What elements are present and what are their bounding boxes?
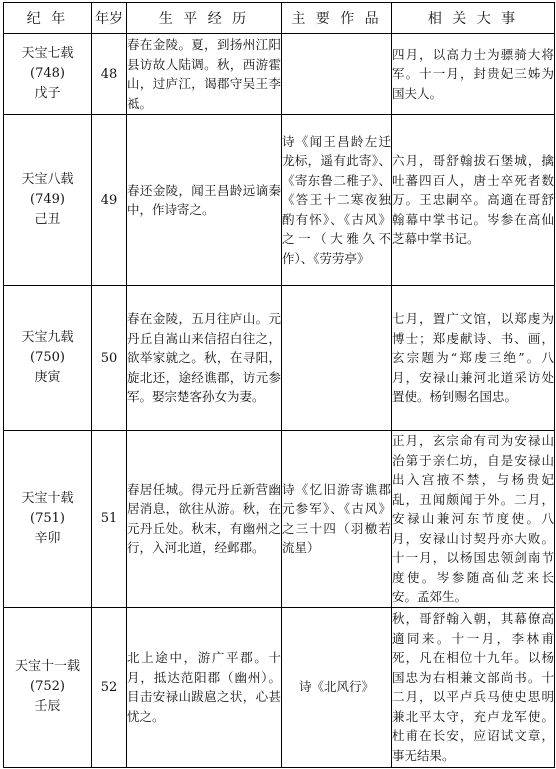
works-cell	[282, 286, 392, 431]
header-events: 相 关 大 事	[392, 3, 555, 34]
era-cell	[4, 34, 92, 115]
era-ganzhi: 庚寅	[34, 370, 61, 385]
works-cell	[282, 34, 392, 115]
era-name: 天宝八载	[21, 172, 74, 187]
table-row	[4, 607, 555, 767]
era-ce-year: (749)	[30, 192, 65, 207]
header-life: 生 平 经 历	[127, 3, 282, 34]
life-cell: 春在金陵。夏，到扬州江阳县访故人陆调。秋，西游霍山，过庐江，谒郡守吴王李祗。	[127, 34, 282, 115]
header-age: 年岁	[92, 3, 127, 34]
life-cell: 春居任城。得元丹丘新营幽居消息，欲往从游。秋，在元丹丘处。秋末，有幽州之行，入河北道，经邺郡。	[127, 431, 282, 608]
era-ce-year: (752)	[30, 679, 65, 694]
era-cell	[4, 115, 92, 286]
table-row	[4, 115, 555, 286]
events-cell: 四月，以高力士为骠骑大将军。十一月，封贵妃三姊为国夫人。	[392, 34, 555, 115]
header-row	[4, 3, 555, 34]
era-ce-year: (750)	[30, 350, 65, 365]
era-name: 天宝七载	[21, 46, 74, 61]
age-cell: 48	[92, 34, 127, 115]
era-cell	[4, 286, 92, 431]
age-cell: 49	[92, 115, 127, 286]
life-cell: 春在金陵，五月往庐山。元丹丘自嵩山来信招白往之，欲举家就之。秋，在寻阳，旋北还，途经谯郡，访元参军。娶宗楚客孙女为妻。	[127, 286, 282, 431]
era-name: 天宝九载	[21, 330, 74, 345]
era-ce-year: (751)	[30, 510, 65, 526]
works-cell: 诗《北风行》	[282, 607, 392, 767]
events-cell: 六月，哥舒翰拔石堡城，擒吐蕃四百人，唐士卒死者数万。王忠嗣卒。高適在哥舒翰幕中掌书记。岑参在高仙芝幕中掌书记。	[392, 115, 555, 286]
table-row	[4, 286, 555, 431]
header-works: 主 要 作 品	[282, 3, 392, 34]
era-name: 天宝十一载	[14, 659, 80, 674]
events-cell: 七月，置广文馆，以郑虔为博士；郑虔献诗、书、画，玄宗题为“郑虔三绝”。八月，安禄山兼河北道采访处置使。杨钊赐名国忠。	[392, 286, 555, 431]
header-era: 纪 年	[4, 3, 92, 34]
era-ganzhi: 戊子	[34, 86, 61, 101]
age-cell: 52	[92, 607, 127, 767]
works-cell: 诗《闻王昌龄左迁龙标，遥有此寄》、《寄东鲁二稚子》、《答王十二寒夜独酌有怀》、《古风》之一（大雅久不作）、《劳劳亭》	[282, 115, 392, 286]
age-cell: 50	[92, 286, 127, 431]
table-row	[4, 34, 555, 115]
table-row	[4, 431, 555, 608]
era-ganzhi: 辛卯	[34, 530, 61, 546]
era-ce-year: (748)	[30, 66, 65, 81]
life-cell: 春还金陵，闻王昌龄远谪秦中，作诗寄之。	[127, 115, 282, 286]
era-cell	[4, 431, 92, 608]
chronology-table	[3, 2, 555, 768]
events-cell: 秋，哥舒翰入朝，其幕僚高適同来。十一月，李林甫死，凡在相位十九年。以杨国忠为右相兼文部尚书。十二月，以平卢兵马使史思明兼北平太守，充卢龙军使。杜甫在长安，应诏试文章，事无结果。	[392, 607, 555, 767]
era-ganzhi: 己丑	[34, 212, 61, 227]
events-cell: 正月，玄宗命有司为安禄山治第于亲仁坊，自是安禄山出入宫掖不禁，与杨贵妃乱，丑闻颇闻于外。二月，安禄山兼河东节度使。八月，安禄山讨契丹亦大败。十一月，以杨国忠领剑南节度使。岑参随高仙芝来长安。孟郊生。	[392, 431, 555, 608]
era-ganzhi: 壬辰	[34, 699, 61, 714]
works-cell: 诗《忆旧游寄谯郡元参军》、《古风》之三十四（羽檄若流星）	[282, 431, 392, 608]
age-cell: 51	[92, 431, 127, 608]
era-cell	[4, 607, 92, 767]
life-cell: 北上途中，游广平郡。十月，抵达范阳郡（幽州）。目击安禄山跋扈之状，心甚忧之。	[127, 607, 282, 767]
era-name: 天宝十载	[21, 490, 74, 506]
